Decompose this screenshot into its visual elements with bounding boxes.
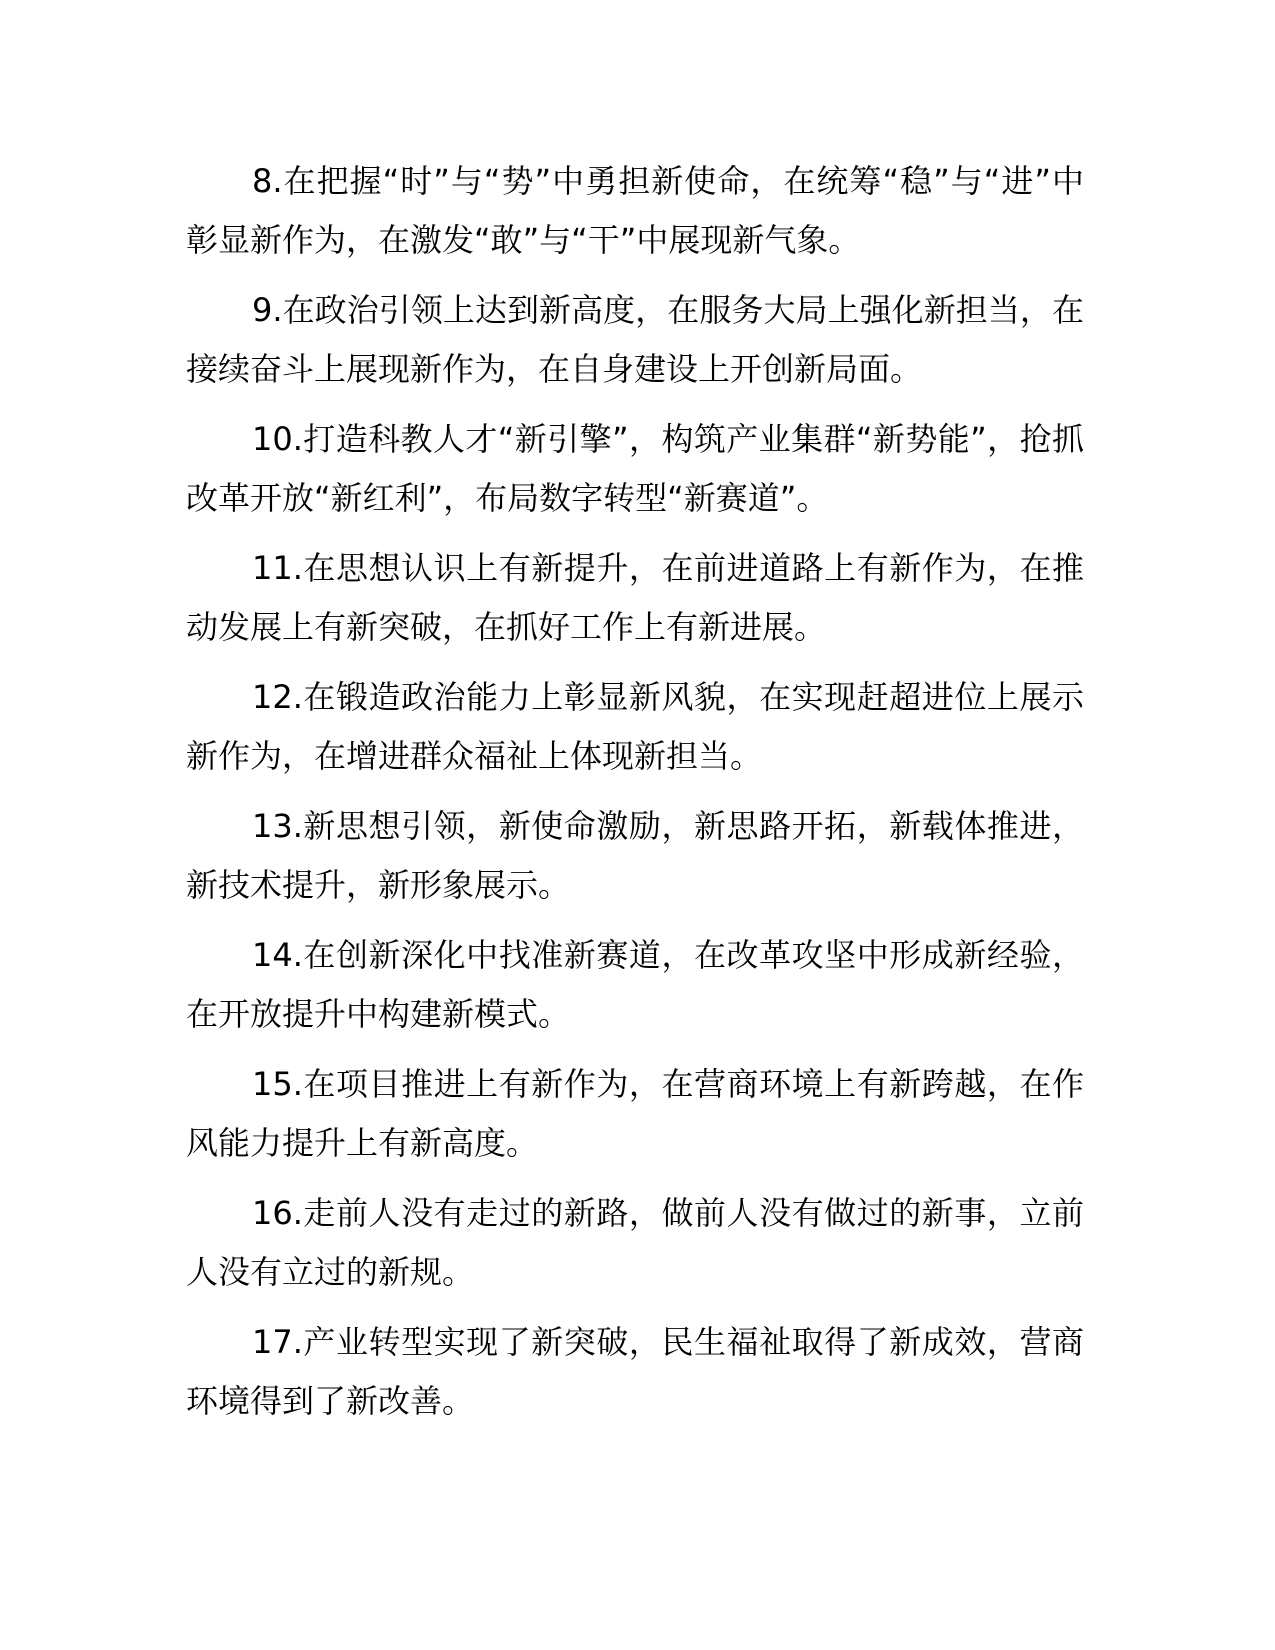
paragraph-9: 9.在政治引领上达到新高度，在服务大局上强化新担当，在接续奋斗上展现新作为，在自身建设上开创新局面。 bbox=[186, 291, 1084, 388]
paragraph-13: 13.新思想引领，新使命激励，新思路开拓，新载体推进，新技术提升，新形象展示。 bbox=[186, 807, 1084, 904]
paragraph-11: 11.在思想认识上有新提升，在前进道路上有新作为，在推动发展上有新突破，在抓好工作上有新进展。 bbox=[186, 549, 1084, 646]
paragraph-14: 14.在创新深化中找准新赛道，在改革攻坚中形成新经验，在开放提升中构建新模式。 bbox=[186, 936, 1084, 1033]
paragraph-12: 12.在锻造政治能力上彰显新风貌，在实现赶超进位上展示新作为，在增进群众福祉上体现新担当。 bbox=[186, 678, 1084, 775]
paragraph-10: 10.打造科教人才“新引擎”，构筑产业集群“新势能”，抢抓改革开放“新红利”，布局数字转型“新赛道”。 bbox=[186, 420, 1084, 517]
paragraph-8: 8.在把握“时”与“势”中勇担新使命，在统筹“稳”与“进”中彰显新作为，在激发“敢”与“干”中展现新气象。 bbox=[186, 162, 1084, 259]
paragraph-17: 17.产业转型实现了新突破，民生福祉取得了新成效，营商环境得到了新改善。 bbox=[186, 1323, 1084, 1420]
paragraph-15: 15.在项目推进上有新作为，在营商环境上有新跨越，在作风能力提升上有新高度。 bbox=[186, 1065, 1084, 1162]
document-body bbox=[186, 152, 1084, 1442]
paragraph-16: 16.走前人没有走过的新路，做前人没有做过的新事，立前人没有立过的新规。 bbox=[186, 1194, 1084, 1291]
